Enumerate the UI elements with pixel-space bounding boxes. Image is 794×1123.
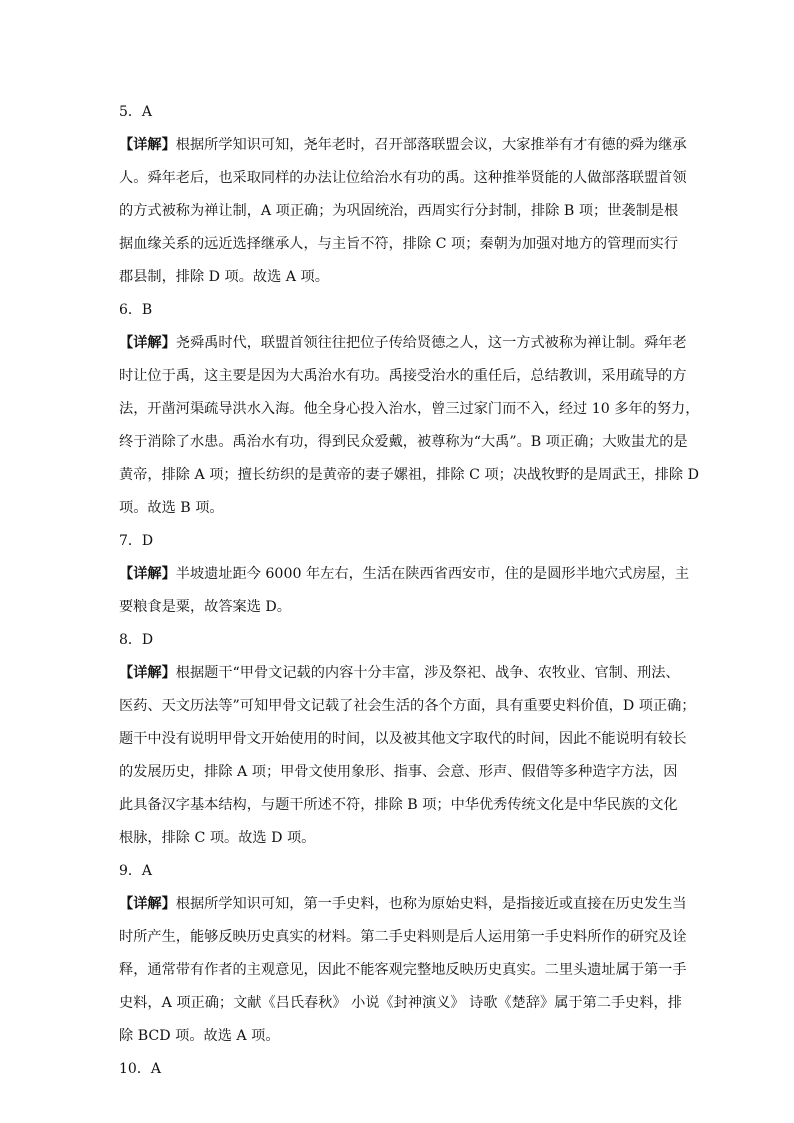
explanation-line: 人。舜年老后，也采取同样的办法让位给治水有功的禹。这种推举贤能的人做部落联盟首领 bbox=[119, 170, 687, 186]
answer-number: 10．A bbox=[119, 1061, 161, 1077]
explanation-line: 时所产生，能够反映历史真实的材料。第二手史料则是后人运用第一手史料所作的研究及诠 bbox=[119, 929, 687, 945]
explanation-line: 【详解】根据所学知识可知，第一手史料，也称为原始史料，是指接近或直接在历史发生当 bbox=[119, 896, 687, 912]
explanation-line: 释，通常带有作者的主观意见，因此不能客观完整地反映历史真实。二里头遗址属于第一手 bbox=[119, 962, 687, 978]
explanation-line: 法，开凿河渠疏导洪水入海。他全身心投入治水，曾三过家门而不入，经过 10 多年的努力， bbox=[119, 401, 700, 417]
explanation-line: 终于消除了水患。禹治水有功，得到民众爱戴，被尊称为“大禹”。B 项正确；大败蚩尤的是 bbox=[119, 434, 688, 450]
explanation-line: 项。故选 B 项。 bbox=[119, 500, 224, 516]
explanation-tag: 【详解】 bbox=[119, 665, 176, 681]
explanation-line: 此具备汉字基本结构，与题干所述不符，排除 B 项；中华优秀传统文化是中华民族的文化 bbox=[119, 797, 678, 813]
explanation-line: 要粮食是粟，故答案选 D。 bbox=[119, 599, 291, 615]
answer-number: 9．A bbox=[119, 863, 153, 879]
explanation-line: 【详解】半坡遗址距今 6000 年左右，生活在陕西省西安市，住的是圆形半地穴式房屋，主 bbox=[119, 566, 690, 582]
explanation-line: 【详解】根据题干“甲骨文记载的内容十分丰富，涉及祭祀、战争、农牧业、官制、刑法、 bbox=[119, 665, 680, 681]
answer-item-5 bbox=[119, 96, 687, 294]
explanation-line: 根脉，排除 C 项。故选 D 项。 bbox=[119, 830, 316, 846]
explanation-line: 【详解】根据所学知识可知，尧年老时，召开部落联盟会议，大家推举有才有德的舜为继承 bbox=[119, 137, 687, 153]
explanation bbox=[119, 888, 687, 1053]
answer-item-9 bbox=[119, 855, 687, 1053]
answer-item-6 bbox=[119, 294, 700, 525]
answer-item-7 bbox=[119, 525, 690, 624]
explanation-line: 【详解】尧舜禹时代，联盟首领往往把位子传给贤德之人，这一方式被称为禅让制。舜年老 bbox=[119, 335, 687, 351]
explanation-line: 黄帝，排除 A 项；擅长纺织的是黄帝的妻子嫘祖，排除 C 项；决战牧野的是周武王，排除 D bbox=[119, 467, 699, 483]
explanation-line: 题干中没有说明甲骨文开始使用的时间，以及被其他文字取代的时间，因此不能说明有较长 bbox=[119, 731, 687, 747]
explanation bbox=[119, 129, 687, 294]
answer-number: 8．D bbox=[119, 632, 154, 648]
explanation bbox=[119, 657, 696, 855]
explanation-line: 史料，A 项正确；文献《吕氏春秋》 小说《封神演义》 诗歌《楚辞》属于第二手史料，排 bbox=[119, 995, 682, 1011]
answer-document bbox=[119, 96, 700, 1086]
answer-number: 6．B bbox=[119, 302, 153, 318]
explanation-line: 据血缘关系的远近选择继承人，与主旨不符，排除 C 项；秦朝为加强对地方的管理而实行 bbox=[119, 236, 679, 252]
explanation-tag: 【详解】 bbox=[119, 566, 176, 582]
explanation bbox=[119, 327, 700, 525]
explanation-tag: 【详解】 bbox=[119, 896, 176, 912]
explanation-tag: 【详解】 bbox=[119, 335, 176, 351]
explanation-line: 时让位于禹，这主要是因为大禹治水有功。禹接受治水的重任后，总结教训，采用疏导的方 bbox=[119, 368, 687, 384]
explanation bbox=[119, 558, 690, 624]
answer-item-10 bbox=[119, 1053, 679, 1086]
answer-number: 5．A bbox=[119, 104, 153, 120]
explanation-tag: 【详解】 bbox=[119, 137, 176, 153]
explanation-line: 医药、天文历法等”可知甲骨文记载了社会生活的各个方面，具有重要史料价值，D 项正确； bbox=[119, 698, 696, 714]
explanation-line: 除 BCD 项。故选 A 项。 bbox=[119, 1028, 280, 1044]
answer-number: 7．D bbox=[119, 533, 154, 549]
explanation-line: 的发展历史，排除 A 项；甲骨文使用象形、指事、会意、形声、假借等多种造字方法，因 bbox=[119, 764, 678, 780]
answer-item-8 bbox=[119, 624, 696, 855]
explanation-line: 郡县制，排除 D 项。故选 A 项。 bbox=[119, 269, 329, 285]
explanation-line: 的方式被称为禅让制，A 项正确；为巩固统治，西周实行分封制，排除 B 项；世袭制是根 bbox=[119, 203, 679, 219]
